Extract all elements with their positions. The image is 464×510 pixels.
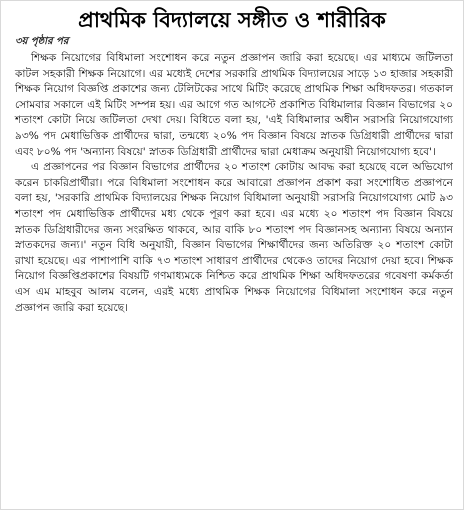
article-body xyxy=(1,51,463,316)
article-paragraph-2: এ প্রজ্ঞাপনের পর বিজ্ঞান বিভাগের প্রার্থীদের ২০ শতাংশ কোটায় আবদ্ধ করা হয়েছে বলে অভিযোগ করেন চাকরিপ্রার্থীরা। পরে বিধিমালা সংশোধন করে আবারো প্রজ্ঞাপন প্রকাশ করা সংশোধিত প্রজ্ঞাপনে বলা হয়, 'সরকারি প্রাথমিক বিদ্যালয়ের শিক্ষক নিয়োগ বিধিমালা অনুযায়ী সরাসরি নিয়োগযোগ্য মোট ৯৩ শতাংশ পদ মেধাভিত্তিক প্রার্থীদের মধ্য থেকে পূরণ করা হবে। এর মধ্যে ২০ শতাংশ পদ বিজ্ঞান বিষয়ে স্নাতক ডিগ্রিধারীদের জন্য সংরক্ষিত থাকবে, আর বাকি ৮০ শতাংশ পদ বিজ্ঞানসহ অন্যান্য বিষয়ে অন্যান স্নাতকদের জন্য।' নতুন বিধি অনুযায়ী, বিজ্ঞান বিভাগের শিক্ষার্থীদের জন্য অতিরিক্ত ২০ শতাংশ কোটা রাখা হয়েছে। এর পাশাপাশি বাকি ৭৩ শতাংশ সাধারণ প্রার্থীদের থেকেও তাদের নিয়োগ দেয়া হবে। শিক্ষক নিয়োগ বিজ্ঞপ্তিপ্রকাশের বিষয়টি গণমাধ্যমকে নিশ্চিত করে প্রাথমিক শিক্ষা অধিদফতরের গবেষণা কর্মকর্তা এস এম মাহবুব আলম বলেন, এরই মধ্যে প্রাথমিক শিক্ষক নিয়োগের বিধিমালা সংশোধন করে নতুন প্রজ্ঞাপন জারি করা হয়েছে। xyxy=(15,161,453,314)
continued-from-label: ৩য় পৃষ্ঠার পর xyxy=(15,36,69,47)
article-paragraph-1: শিক্ষক নিয়োগের বিধিমালা সংশোধন করে নতুন প্রজ্ঞাপন জারি করা হয়েছে। এর মাধ্যমে জটিলতা কাটল সহকারী শিক্ষক নিয়োগে। এর মধ্যেই দেশের সরকারি প্রাথমিক বিদ্যালয়ের সাড়ে ১৩ হাজার সহকারী শিক্ষক নিয়োগ বিজ্ঞপ্তি প্রকাশের জন্য টেলিটকের সাথে মিটিং করেছে প্রাথমিক শিক্ষা অধিদফতর। গতকাল সোমবার সকালে এই মিটিং সম্পন্ন হয়। এর আগে গত আগস্টে প্রকাশিত বিধিমালার বিজ্ঞান বিভাগের ২০ শতাংশ কোটা নিয়ে জটিলতা দেখা দেয়। বিধিতে বলা হয়, 'এই বিধিমালার অধীন সরাসরি নিয়োগযোগ্য ৯৩% পদ মেধাভিত্তিক প্রার্থীদের দ্বারা, তন্মধ্যে ২০% পদ বিজ্ঞান বিষয়ে স্নাতক ডিগ্রিধারী প্রার্থীদের দ্বারা এবং ৮০% পদ 'অন্যান্য বিষয়ে' স্নাতক ডিগ্রিধারী প্রার্থীদের দ্বারা মেধাক্রম অনুযায়ী নিয়োগযোগ্য হবে'। xyxy=(15,52,453,158)
headline: প্রাথমিক বিদ্যালয়ে সঙ্গীত ও শারীরিক xyxy=(78,8,386,32)
